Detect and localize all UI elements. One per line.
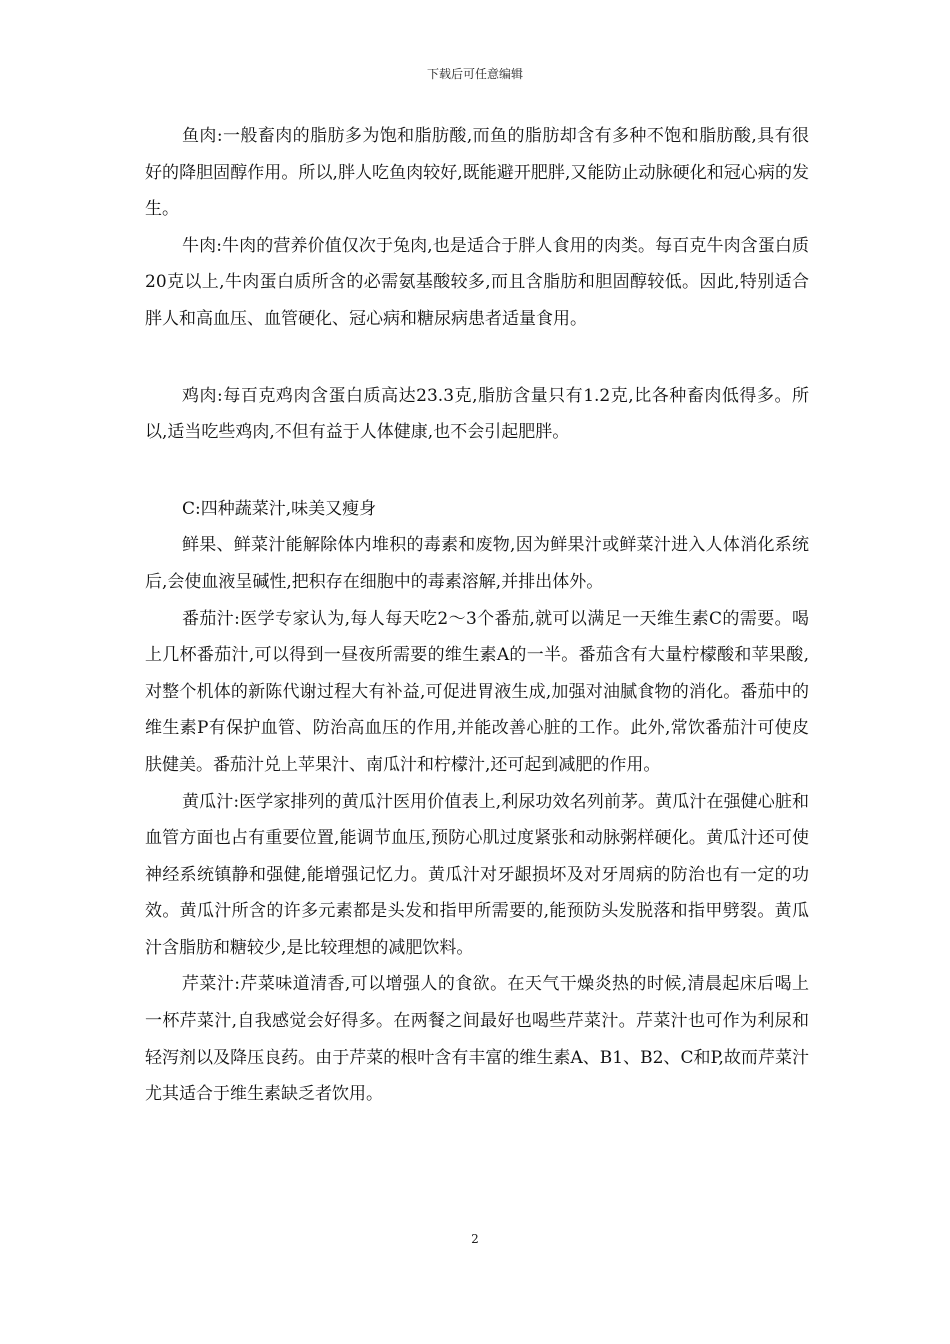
paragraph-intro: 鲜果、鲜菜汁能解除体内堆积的毒素和废物,因为鲜果汁或鲜菜汁进入人体消化系统后,会使血液呈碱性,把积存在细胞中的毒素溶解,并排出体外。 [145,535,809,592]
paragraph-chicken: 鸡肉:每百克鸡肉含蛋白质高达23.3克,脂肪含量只有1.2克,比各种畜肉低得多。所以,适当吃些鸡肉,不但有益于人体健康,也不会引起肥胖。 [145,385,809,443]
page-header: 下载后可任意编辑 [426,67,523,81]
paragraph-cucumber: 黄瓜汁:医学家排列的黄瓜汁医用价值表上,利尿功效名列前茅。黄瓜汁在强健心脏和血管方面也占有重要位置,能调节血压,预防心肌过度紧张和动脉粥样硬化。黄瓜汁还可使神经系统镇静和强健,能增强记忆力。黄瓜汁对牙龈损坏及对牙周病的防治也有一定的功效。黄瓜汁所含的许多元素都是头发和指甲所需要的,能预防头发脱落和指甲劈裂。黄瓜汁含脂肪和糖较少,是比较理想的减肥饮料。 [145,791,809,958]
blank-line [145,451,809,491]
blank-line [145,338,809,378]
page-number: 2 [471,1232,479,1246]
paragraph-beef: 牛肉:牛肉的营养价值仅次于兔肉,也是适合于胖人食用的肉类。每百克牛肉含蛋白质20克以上,牛肉蛋白质所含的必需氨基酸较多,而且含脂肪和胆固醇较低。因此,特别适合胖人和高血压、血管硬化、冠心病和糖尿病患者适量食用。 [145,235,809,329]
paragraph-fish: 鱼肉:一般畜肉的脂肪多为饱和脂肪酸,而鱼的脂肪却含有多种不饱和脂肪酸,具有很好的降胆固醇作用。所以,胖人吃鱼肉较好,既能避开肥胖,又能防止动脉硬化和冠心病的发生。 [145,126,809,220]
document-body [145,118,809,1113]
section-heading-c: C:四种蔬菜汁,味美又瘦身 [182,498,377,519]
paragraph-tomato: 番茄汁:医学专家认为,每人每天吃2～3个番茄,就可以满足一天维生素C的需要。喝上几杯番茄汁,可以得到一昼夜所需要的维生素A的一半。番茄含有大量柠檬酸和苹果酸,对整个机体的新陈代谢过程大有补益,可促进胃液生成,加强对油腻食物的消化。番茄中的维生素P有保护血管、防治高血压的作用,并能改善心脏的工作。此外,常饮番茄汁可使皮肤健美。番茄汁兑上苹果汁、南瓜汁和柠檬汁,还可起到减肥的作用。 [145,608,809,775]
paragraph-celery: 芹菜汁:芹菜味道清香,可以增强人的食欲。在天气干燥炎热的时候,清晨起床后喝上一杯芹菜汁,自我感觉会好得多。在两餐之间最好也喝些芹菜汁。芹菜汁也可作为利尿和轻泻剂以及降压良药。由于芹菜的根叶含有丰富的维生素A、B1、B2、C和P,故而芹菜汁尤其适合于维生素缺乏者饮用。 [145,974,809,1105]
